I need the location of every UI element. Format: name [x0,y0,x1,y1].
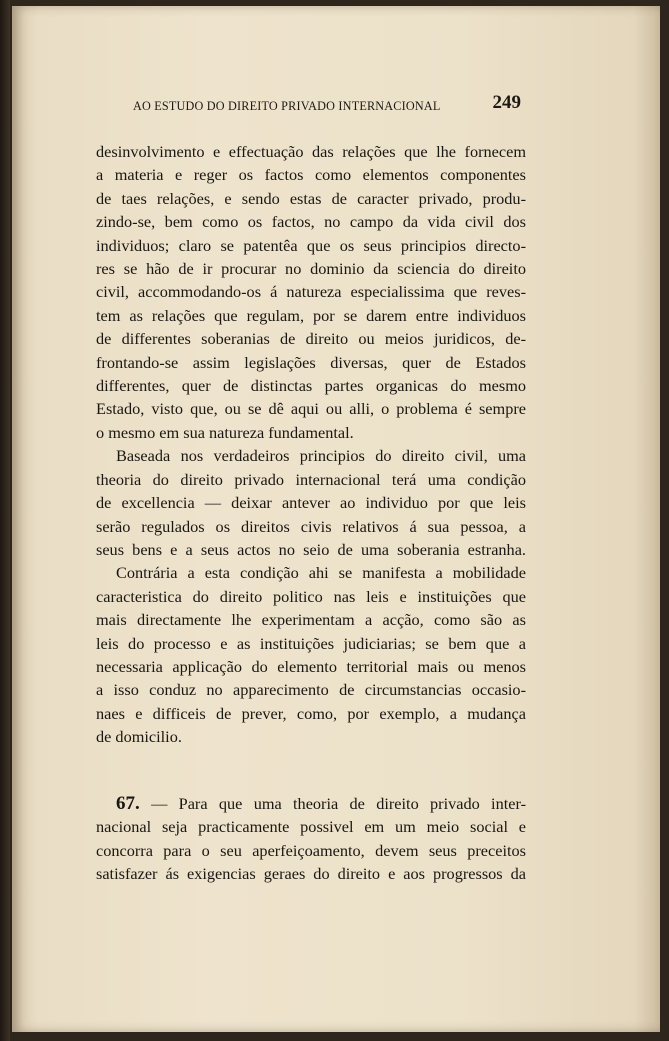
text-line: de domicilio. [96,727,182,747]
page-header [133,92,521,120]
text-line: a materia e reger os factos como elementos componentes [96,165,526,185]
text-line: tem as relações que regulam, por se darem entre individuos [96,305,526,325]
text-line: caracteristica do direito politico nas leis e instituições que [96,586,526,606]
text-line: de excellencia — deixar antever ao individuo por que leis [96,493,526,513]
body-text [96,140,526,749]
text-line: naes e difficeis de prever, como, por exemplo, a mudança [96,703,526,723]
text-line: res se hão de ir procurar no dominio da sciencia do direito [96,259,526,279]
text-line: de taes relações, e sendo estas de caracter privado, produ- [96,188,526,208]
text-line: seus bens e a seus actos no seio de uma soberania estranha. [96,539,526,559]
section-first-line-text: — Para que uma theoria de direito privado inter- [151,794,526,813]
text-line: a isso conduz no apparecimento de circumstancias occasio- [96,680,526,700]
text-line: o mesmo em sua natureza fundamental. [96,422,354,442]
running-title: AO ESTUDO DO DIREITO PRIVADO INTERNACIONAL [133,99,441,113]
text-line: civil, accommodando-os á natureza especialissima que reves- [96,282,526,302]
section-first-line [96,792,526,815]
text-line: individuos; claro se patentêa que os seus principios directo- [96,235,526,255]
text-line: necessaria applicação do elemento territorial mais ou menos [96,656,526,676]
paragraph-2 [96,444,526,561]
text-line: leis do processo e as instituições judiciarias; se bem que a [96,633,526,653]
text-line: zindo-se, bem como os factos, no campo da vida civil dos [96,212,526,232]
text-line: de differentes soberanias de direito ou meios juridicos, de- [96,329,526,349]
text-line: Estado, visto que, ou se dê aqui ou alli, o problema é sempre [96,399,526,419]
text-line: theoria do direito privado internacional terá uma condição [96,469,526,489]
text-line: serão regulados os direitos civis relativos á sua pessoa, a [96,516,526,536]
text-line: frontando-se assim legislações diversas, quer de Estados [96,352,526,372]
section-number: 67. [116,793,140,814]
section-67 [96,792,526,886]
page-number: 249 [492,92,521,113]
text-line: desinvolvimento e effectuação das relações que lhe fornecem [96,142,526,161]
paragraph-1 [96,140,526,444]
text-line: nacional seja practicamente possivel em um meio social e [96,817,526,837]
paragraph-3 [96,561,526,748]
text-line: satisfazer ás exigencias geraes do direito e aos progressos da [96,864,526,884]
text-line: concorra para o seu aperfeiçoamento, devem seus preceitos [96,840,526,860]
text-line: mais directamente lhe experimentam a acção, como são as [96,610,526,630]
book-spine-edge [0,0,10,1041]
text-line: differentes, quer de distinctas partes organicas do mesmo [96,376,526,396]
text-line: Contrária a esta condição ahi se manifesta a mobilidade [116,563,526,583]
text-line: Baseada nos verdadeiros principios do direito civil, uma [116,446,526,466]
